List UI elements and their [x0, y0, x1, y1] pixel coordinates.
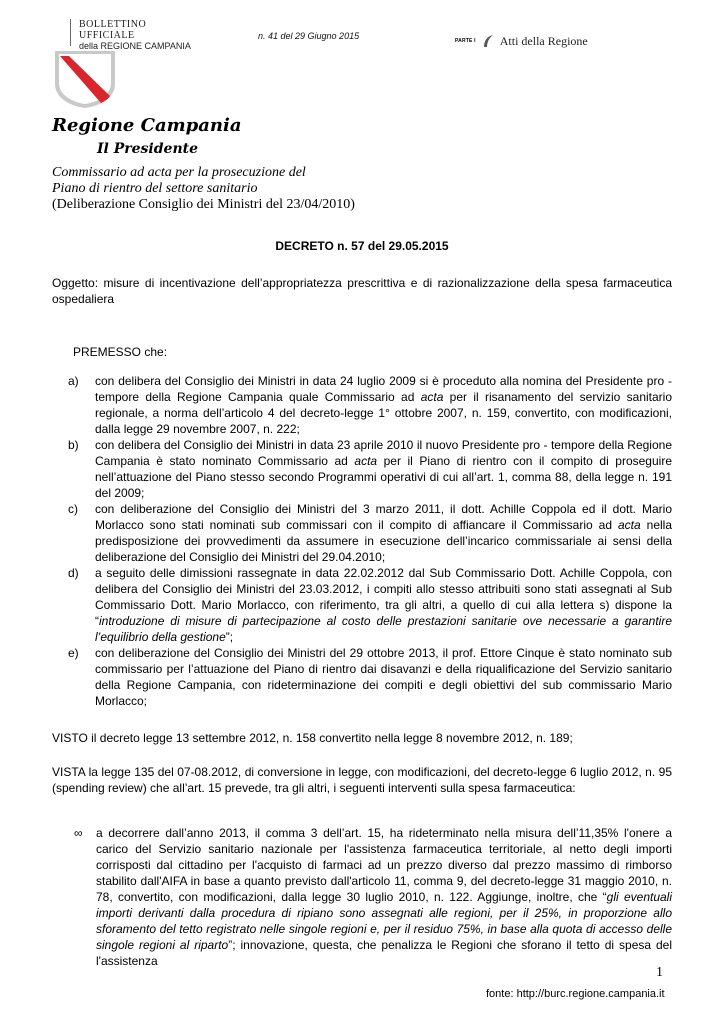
text-run: ”; innovazione, questa, che penalizza le Regioni che sforano il tetto di spesa del l'assistenza [96, 938, 672, 968]
premesso-item [68, 437, 672, 501]
text-run: nella predisposizione dei provvedimenti da assumere in esecuzione dell’incarico commissariale ai sensi della deliberazione del Consiglio dei Ministri del 29.04.2010; [95, 518, 673, 564]
section-swoosh-icon [482, 34, 494, 48]
text-run: per il risanamento del servizio sanitario regionale, a norma dell’articolo 4 del decreto-legge 1° ottobre 2007, n. 159, convertito, con modificazioni, dalla legge 29 novembre 2007, n. 222; [95, 390, 673, 436]
item-marker: a) [68, 374, 79, 388]
text-run: a seguito delle dimissioni rassegnate in data 22.02.2012 dal Sub Commissario Dott. Achille Coppola, con delibera del Consiglio dei Ministri del 23.03.2012, i compiti allo stesso attribuiti sono stati assegnati al Sub Commissario Dott. Mario Morlacco, con riferimento, tra gli altri, a quello di cui alla lettera s) dispone la “ [95, 566, 672, 628]
commissioner-line-2: Piano di rientro del settore sanitario [52, 181, 258, 196]
item-text [95, 373, 672, 437]
page-number: 1 [656, 965, 663, 980]
text-run: con deliberazione del Consiglio dei Ministri del 3 marzo 2011, il dott. Achille Coppola ed il dott. Mario Morlacco sono stati nominati sub commissari con il compito di affiancare il Commissario ad [95, 502, 672, 532]
premesso-item [68, 373, 672, 437]
issue-number: n. 41 del 29 Giugno 2015 [258, 31, 360, 41]
premesso-item [68, 501, 672, 565]
text-run: acta [617, 518, 641, 532]
text-run: acta [354, 454, 378, 468]
text-run: a decorrere dall’anno 2013, il comma 3 dell’art. 15, ha rideterminato nella misura dell’11,35% l'onere a carico del Servizio sanitario nazionale per l'assistenza farmaceutica territoriale, al netto degli importi corrisposti dal cittadino per l'acquisto di farmaci ad un prezzo diverso dal prezzo massimo di rimborso stabilito dall'AIFA in base a quanto previsto dall'articolo 11, comma 9, del decreto-legge 31 maggio 2010, n. 78, convertito, con modificazioni, dalla legge 30 luglio 2010, n. 122. Aggiunge, inoltre, che “ [96, 826, 672, 904]
commissioner-block [52, 165, 432, 213]
coat-of-arms-icon [52, 48, 118, 110]
decree-title: DECRETO n. 57 del 29.05.2015 [275, 239, 449, 253]
item-text [95, 565, 672, 645]
text-run: con deliberazione del Consiglio dei Ministri del 29 ottobre 2013, il prof. Ettore Cinque è stato nominato sub commissario per l’attuazione del Piano di rientro dai disavanzi e della riqualificazione del Servizio sanitario della Regione Campania, con rideterminazione dei compiti e degli obiettivi del sub commissario Mario Morlacco; [95, 646, 672, 708]
source-url: fonte: http://burc.regione.campania.it [486, 988, 665, 1000]
bullet-text [96, 825, 672, 969]
subject-paragraph: Oggetto: misure di incentivazione dell’appropriatezza prescrittiva e di razionalizzazione della spesa farmaceutica ospedaliera [52, 276, 672, 306]
vista-paragraph: VISTA la legge 135 del 07-08.2012, di conversione in legge, con modificazioni, del decreto-legge 6 luglio 2012, n. 95 (spending review) che all’art. 15 prevede, tra gli altri, i seguenti interventi sulla spesa farmaceutica: [52, 765, 672, 795]
text-run: per il Piano di rientro con il compito di proseguire nell’attuazione del Piano stesso secondo Programmi operativi di cui all’art. 1, comma 88, della legge n. 191 del 2009; [95, 454, 672, 500]
item-marker: e) [68, 646, 79, 660]
premesso-heading: PREMESSO che: [73, 345, 168, 359]
item-text [95, 645, 672, 709]
text-run: acta [420, 390, 444, 404]
text-run: con delibera del Consiglio dei Ministri in data 23 aprile 2010 il nuovo Presidente pro - tempore della Regione Campania è stato nominato Commissario ad [95, 438, 672, 468]
text-run: con delibera del Consiglio dei Ministri in data 24 luglio 2009 si è proceduto alla nomina del Presidente pro - tempore della Regione Campania quale Commissario ad [95, 374, 672, 404]
deliberation-reference: (Deliberazione Consiglio dei Ministri del 23/04/2010) [52, 197, 355, 212]
text-run: gli eventuali importi derivanti dalla procedura di ripiano sono assegnati alle regioni, per il 25%, in proporzione allo sforamento del tetto registrato nelle singole regioni e, per il residuo 75%, in base alla quota di accesso delle singole regioni al riparto [96, 890, 673, 952]
premesso-item [68, 645, 672, 709]
item-marker: b) [68, 438, 79, 452]
item-marker: d) [68, 566, 79, 580]
item-text [95, 437, 672, 501]
bulletin-masthead [70, 19, 201, 51]
bulletin-title: BOLLETTINO UFFICIALE [79, 19, 147, 41]
region-name: Regione Campania [52, 115, 242, 136]
office-title: Il Presidente [97, 141, 199, 157]
text-run: introduzione di misure di partecipazione al costo delle prestazioni sanitarie ove necessarie a garantire l’equilibrio della gestione [95, 614, 672, 644]
spending-review-item [74, 825, 672, 969]
commissioner-line-1: Commissario ad acta per la prosecuzione del [52, 165, 306, 180]
item-marker: c) [68, 502, 78, 516]
premesso-list [68, 373, 672, 709]
premesso-item [68, 565, 672, 645]
bulletin-subtitle: della REGIONE CAMPANIA [79, 41, 191, 51]
section-title: Atti della Regione [499, 33, 588, 48]
visto-paragraph: VISTO il decreto legge 13 settembre 2012, n. 158 convertito nella legge 8 novembre 2012, n. 189; [52, 731, 573, 745]
item-text [95, 501, 672, 565]
text-run: ”; [225, 630, 234, 644]
section-header [455, 32, 588, 50]
bullet-marker: ∞ [74, 826, 83, 840]
part-label: PARTE I [455, 38, 476, 44]
